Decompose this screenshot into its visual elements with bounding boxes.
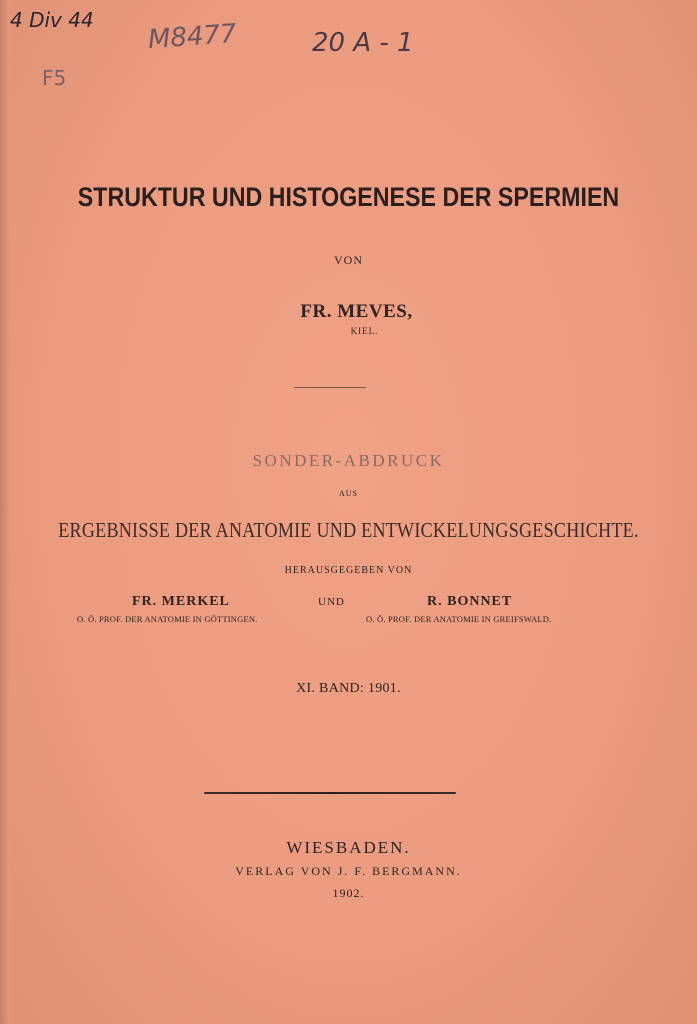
document-title: STRUKTUR UND HISTOGENESE DER SPERMIEN (77, 182, 620, 212)
edited-by-label: HERAUSGEGEBEN VON (284, 565, 413, 576)
publication-place: WIESBADEN. (286, 838, 411, 857)
handwritten-shelf-mark: 4 Div 44 (10, 8, 94, 32)
from-label: AUS (338, 489, 358, 498)
editor-merkel: FR. MERKEL (132, 594, 230, 609)
handwritten-code: F5 (42, 66, 67, 90)
offprint-label: SONDER-ABDRUCK (252, 451, 445, 470)
publication-year: 1902. (332, 886, 365, 900)
publisher-name: VERLAG VON J. F. BERGMANN. (235, 864, 462, 878)
by-label: VON (334, 253, 363, 267)
handwritten-number: 20 A - 1 (312, 28, 414, 58)
editor-bonnet: R. BONNET (427, 594, 513, 609)
volume-year: XI. BAND: 1901. (296, 681, 401, 696)
short-divider (294, 387, 366, 388)
author-name: FR. MEVES, (300, 301, 413, 322)
editor-bonnet-affiliation: O. Ö. PROF. DER ANATOMIE IN GREIFSWALD. (366, 614, 552, 624)
handwritten-inventory-number: M8477 (147, 18, 238, 56)
and-label: UND (318, 596, 345, 608)
long-divider (204, 792, 456, 794)
editor-merkel-affiliation: O. Ö. PROF. DER ANATOMIE IN GÖTTINGEN. (77, 614, 258, 624)
author-city: KIEL. (350, 326, 379, 336)
journal-title: ERGEBNISSE DER ANATOMIE UND ENTWICKELUNGSGESCHICHTE. (58, 518, 639, 542)
